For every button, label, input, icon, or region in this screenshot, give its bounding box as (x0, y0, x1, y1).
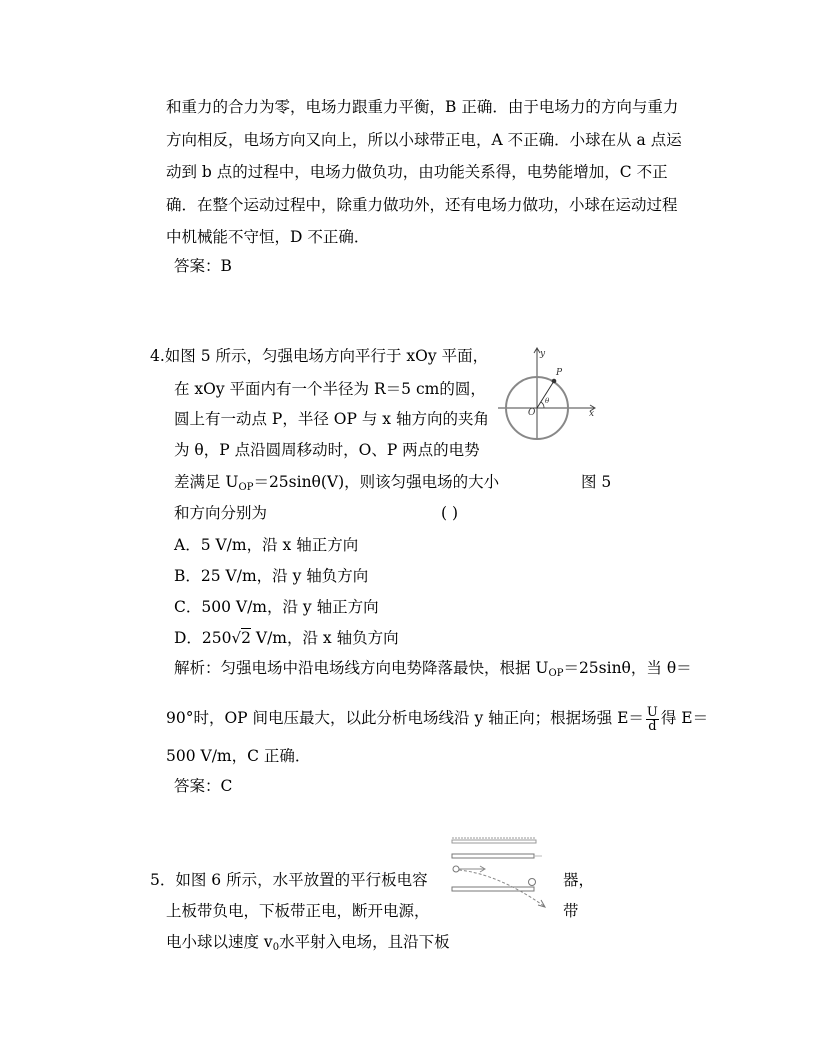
q4-solution-line-2-text-a: 90°时，OP 间电压最大，以此分析电场线沿 y 轴正向；根据场强 E＝ (166, 709, 644, 727)
option-a: A．5 V/m，沿 x 轴正方向 (174, 536, 359, 554)
q5-line-3 (166, 932, 450, 958)
q5-line-3-text-b: 水平射入电场，且沿下板 (279, 933, 450, 951)
solution-line-3: 动到 b 点的过程中，电场力做负功，由功能关系得，电势能增加，C 不正 (166, 163, 668, 181)
point-p-dot (552, 379, 557, 384)
q5-line-1: 5．如图 6 所示，水平放置的平行板电容 (150, 871, 428, 889)
solution-line-4: 确．在整个运动过程中，除重力做功外，还有电场力做功，小球在运动过程 (166, 196, 678, 214)
figure-5-circle-diagram (492, 345, 600, 441)
origin-o-label: O (528, 408, 536, 418)
theta-arc (541, 402, 544, 408)
q5-line-3-subscript: 0 (272, 942, 280, 953)
option-d (174, 628, 399, 648)
fraction-denominator: d (648, 718, 657, 734)
solution-line-2: 方向相反，电场方向又向上，所以小球带正电，A 不正确．小球在从 a 点运 (166, 131, 682, 149)
q4-solution-line-2-text-b: 得 E＝ (660, 709, 709, 727)
answer-c: 答案：C (174, 777, 233, 795)
x-axis-label: x (589, 409, 595, 419)
ball-start (453, 866, 459, 872)
q4-solution-text-a: 解析：匀强电场中沿电场线方向电势降落最快，根据 U (174, 659, 549, 677)
ball-end (529, 879, 536, 886)
solution-line-1: 和重力的合力为零，电场力跟重力平衡，B 正确．由于电场力的方向与重力 (166, 98, 679, 116)
q4-solution-subscript: OP (548, 668, 564, 679)
q4-line-2: 在 xOy 平面内有一个半径为 R＝5 cm的圆， (174, 380, 486, 398)
answer-b: 答案：B (174, 257, 232, 275)
q4-line-5-subscript: OP (238, 482, 254, 493)
sqrt-radicand: 2 (241, 629, 251, 647)
fraction-u-over-d (646, 706, 659, 733)
q4-line-3: 圆上有一动点 P，半径 OP 与 x 轴方向的夹角 (174, 410, 489, 428)
q5-line-2-end: 带 (563, 902, 579, 920)
trajectory-arrow-icon (538, 900, 545, 907)
q4-solution-line-3: 500 V/m，C 正确． (166, 747, 311, 765)
q4-line-5-text-a: 差满足 U (174, 473, 239, 491)
answer-bracket: ( ) (441, 504, 459, 522)
y-axis-label: y (540, 349, 546, 359)
q5-line-3-text-a: 电小球以速度 v (166, 933, 273, 951)
bottom-plate (452, 887, 534, 891)
sqrt-symbol: √ (231, 629, 242, 647)
q4-solution-line-2 (166, 705, 708, 733)
figure-5-caption: 图 5 (581, 473, 612, 491)
point-p-label: P (556, 368, 563, 378)
option-b: B．25 V/m，沿 y 轴负方向 (174, 567, 369, 585)
q5-line-1-end: 器， (563, 871, 595, 889)
q4-line-6: 和方向分别为 (174, 504, 268, 522)
q4-solution-text-b: ＝25sinθ，当 θ＝ (563, 659, 692, 677)
q4-line-1: 4.如图 5 所示，匀强电场方向平行于 xOy 平面， (150, 347, 489, 365)
q5-line-2: 上板带负电，下板带正电，断开电源， (166, 902, 430, 920)
option-d-text-a: D．250 (174, 629, 232, 647)
option-c: C．500 V/m，沿 y 轴正方向 (174, 598, 379, 616)
fraction-numerator: U (646, 704, 658, 720)
q4-line-5-text-b: ＝25sinθ(V)，则该匀强电场的大小 (253, 473, 500, 491)
top-plate (452, 854, 534, 858)
q4-line-5 (174, 472, 499, 498)
q4-line-4: 为 θ，P 点沿圆周移动时，O、P 两点的电势 (174, 441, 480, 459)
top-plate-hatch (452, 840, 536, 843)
option-d-text-b: V/m，沿 x 轴负方向 (250, 629, 399, 647)
solution-line-5: 中机械能不守恒，D 不正确． (166, 228, 370, 246)
theta-label: θ (545, 397, 550, 405)
q4-solution-line-1 (174, 658, 692, 684)
figure-6-capacitor-diagram (448, 832, 548, 912)
